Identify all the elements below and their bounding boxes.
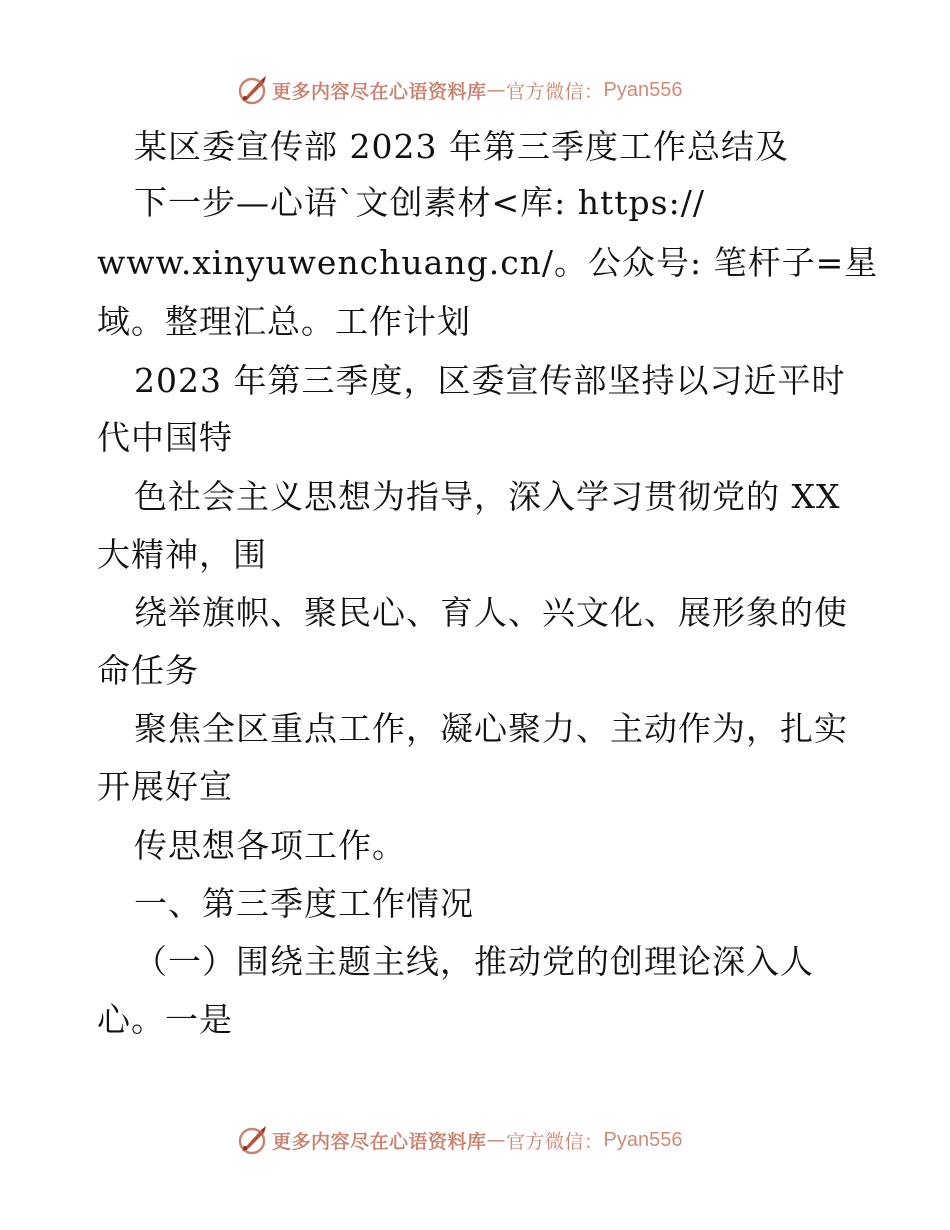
banner-sub-text: 官方微信： — [506, 80, 604, 103]
banner-dash: — — [486, 79, 507, 101]
subsection-heading: （一）围绕主题主线，推动党的创理论深入人 — [134, 942, 814, 981]
paragraph-line: 聚焦全区重点工作，凝心聚力、主动作为，扎实 — [134, 709, 848, 748]
quill-pen-logo-icon — [236, 1124, 268, 1156]
banner-sub-text: 官方微信： — [506, 1130, 604, 1153]
quill-pen-logo-icon — [236, 74, 268, 106]
banner-wechat-id: Pyan556 — [603, 78, 683, 101]
title-line-4: 域。整理汇总。工作计划 — [97, 302, 471, 341]
paragraph-line: 大精神，围 — [97, 535, 267, 574]
banner-main-text: 更多内容尽在心语资料库 — [272, 80, 487, 103]
title-line-3: www.xinyuwenchuang.cn/。公众号: 笔杆子=星 — [97, 243, 879, 282]
banner-dash: — — [486, 1129, 507, 1151]
title-line-1: 某区委宣传部 2023 年第三季度工作总结及 — [134, 127, 789, 166]
banner-wechat-id: Pyan556 — [603, 1128, 683, 1151]
paragraph-line: 命任务 — [97, 651, 199, 690]
section-heading: 一、第三季度工作情况 — [134, 884, 474, 923]
paragraph-line: 色社会主义思想为指导，深入学习贯彻党的 XX — [134, 477, 841, 516]
paragraph-line: 开展好宣 — [97, 767, 233, 806]
paragraph-line: 2023 年第三季度，区委宣传部坚持以习近平时 — [134, 361, 846, 400]
banner-main-text: 更多内容尽在心语资料库 — [272, 1130, 487, 1153]
title-line-2: 下一步—心语`文创素材<库: https:// — [134, 183, 705, 222]
paragraph-line: 心。一是 — [97, 1000, 233, 1039]
paragraph-line: 绕举旗帜、聚民心、育人、兴文化、展形象的使 — [134, 593, 848, 632]
footer-banner — [236, 1123, 683, 1157]
paragraph-line: 传思想各项工作。 — [134, 826, 406, 865]
header-banner — [236, 73, 683, 107]
paragraph-line: 代中国特 — [97, 418, 233, 457]
